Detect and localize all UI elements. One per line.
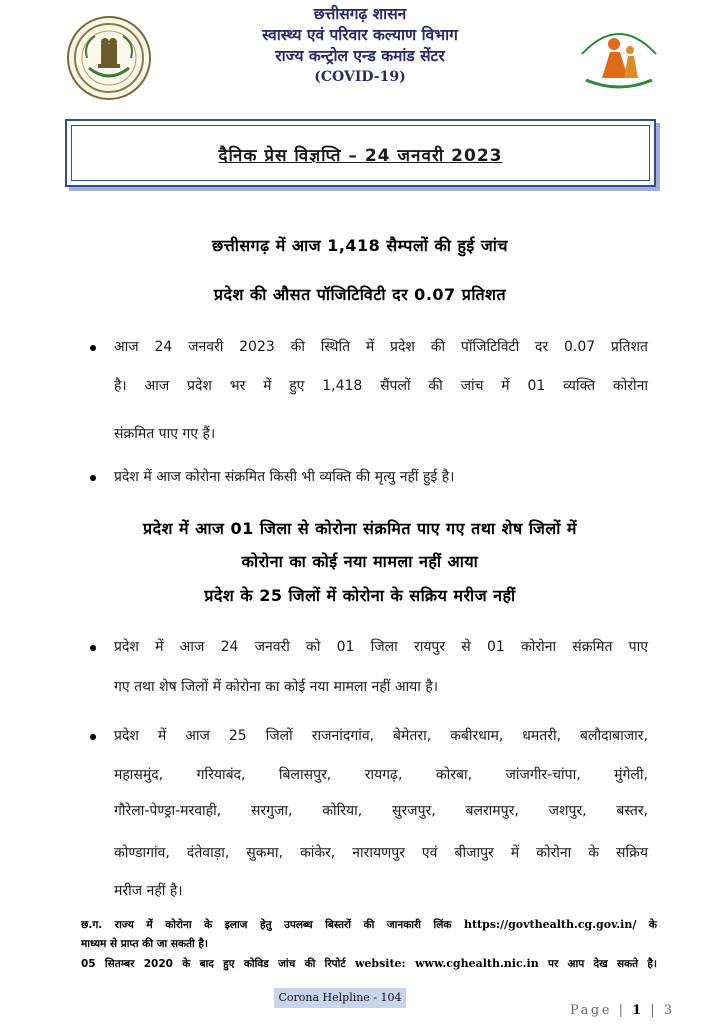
paragraph-line: है। आज प्रदेश भर में हुए 1,418 सैंपलों की जांच में 01 व्यक्ति कोरोना bbox=[114, 378, 648, 394]
swasthya-logo-icon bbox=[572, 14, 666, 96]
bullet-marker bbox=[90, 345, 96, 351]
footer-note-line: माध्यम से प्राप्त की जा सकती है। bbox=[81, 938, 208, 950]
paragraph-line: आज 24 जनवरी 2023 की स्थिति में प्रदेश की पॉजिटिविटी दर 0.07 प्रतिशत bbox=[114, 339, 648, 355]
govthealth-link[interactable]: https://govthealth.cg.gov.in/ bbox=[463, 918, 637, 931]
headline-positivity: प्रदेश की औसत पॉजिटिविटी दर 0.07 प्रतिशत bbox=[213, 285, 507, 304]
footer-note-line: छ.ग. राज्य में कोरोना के इलाज हेतु उपलब्ध बिस्तरों की जानकारी लिंक https://govthealth.cg.gov.in/ के bbox=[81, 918, 657, 931]
footer-note-line: 05 सितम्बर 2020 के बाद हुए कोविड जांच की रिपोर्ट website: www.cghealth.nic.in पर आप देख सकते है। bbox=[81, 957, 657, 970]
paragraph-line: मरीज नहीं है। bbox=[114, 883, 183, 899]
headline-no-new-cases: कोरोना का कोई नया मामला नहीं आया bbox=[241, 552, 479, 571]
page-number: Page | 1 | 3 bbox=[570, 1003, 675, 1018]
chhattisgarh-emblem-icon bbox=[67, 16, 151, 100]
control-center-name: राज्य कन्ट्रोल एन्ड कमांड सेंटर bbox=[275, 47, 445, 65]
bullet-marker bbox=[90, 645, 96, 651]
paragraph-line: गौरेला-पेण्ड्रा-मरवाही, सरगुजा, कोरिया, सुरजपुर, बलरामपुर, जशपुर, बस्तर, bbox=[114, 803, 648, 819]
paragraph-line: कोण्डागांव, दंतेवाड़ा, सुकमा, कांकेर, नारायणपुर एवं बीजापुर में कोरोना के सक्रिय bbox=[114, 845, 648, 861]
paragraph-line: प्रदेश में आज 25 जिलों राजनांदगांव, बेमेतरा, कबीरधाम, धमतरी, बलौदाबाजार, bbox=[114, 728, 648, 744]
paragraph-line: प्रदेश में आज कोरोना संक्रमित किसी भी व्यक्ति की मृत्यु नहीं हुई है। bbox=[114, 469, 455, 485]
headline-samples: छत्तीसगढ़ में आज 1,418 सैम्पलों की हुई जांच bbox=[211, 236, 509, 255]
header-text bbox=[160, 4, 560, 88]
cghealth-link[interactable]: website: www.cghealth.nic.in bbox=[354, 957, 539, 970]
bullet-marker bbox=[90, 475, 96, 481]
paragraph-line: प्रदेश में आज 24 जनवरी को 01 जिला रायपुर से 01 कोरोना संक्रमित पाए bbox=[114, 639, 648, 655]
headline-no-active: प्रदेश के 25 जिलों में कोरोना के सक्रिय मरीज नहीं bbox=[204, 586, 516, 605]
department-name: स्वास्थ्य एवं परिवार कल्याण विभाग bbox=[262, 26, 458, 44]
headline-districts: प्रदेश में आज 01 जिला से कोरोना संक्रमित पाए गए तथा शेष जिलों में bbox=[143, 519, 577, 538]
govt-name: छत्तीसगढ़ शासन bbox=[313, 5, 407, 23]
corona-helpline: Corona Helpline - 104 bbox=[274, 988, 406, 1008]
press-release-title: दैनिक प्रेस विज्ञप्ति – 24 जनवरी 2023 bbox=[218, 146, 503, 166]
covid-label: (COVID-19) bbox=[314, 69, 406, 85]
header bbox=[0, 0, 720, 100]
title-box bbox=[65, 119, 656, 187]
bullet-marker bbox=[90, 734, 96, 740]
paragraph-line: महासमुंद, गरियाबंद, बिलासपुर, रायगढ़, कोरबा, जांजगीर-चांपा, मुंगेली, bbox=[114, 767, 648, 783]
paragraph-line: संक्रमित पाए गए हैं। bbox=[114, 426, 216, 442]
paragraph-line: गए तथा शेष जिलों में कोरोना का कोई नया मामला नहीं आया है। bbox=[114, 679, 439, 695]
